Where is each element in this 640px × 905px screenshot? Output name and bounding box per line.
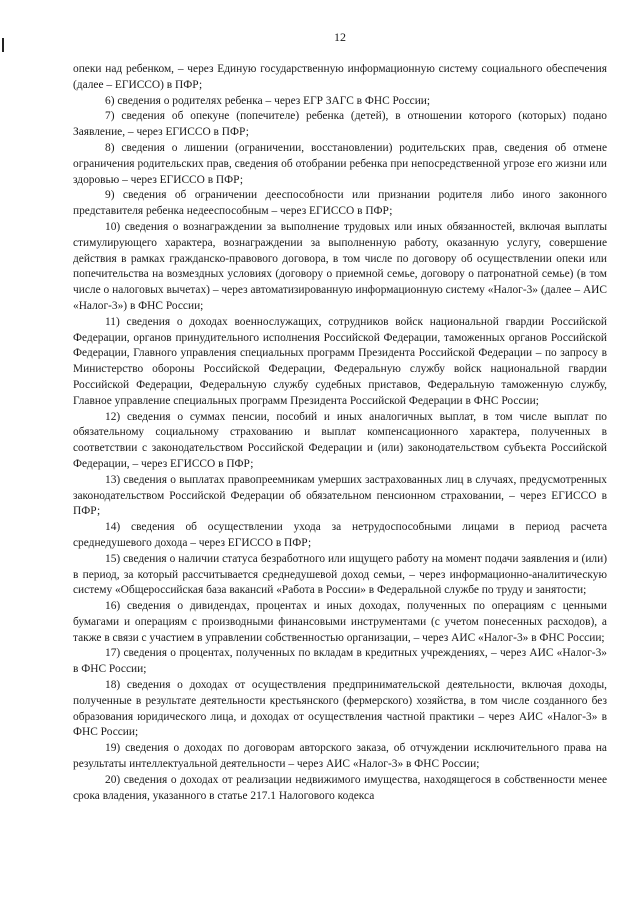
paragraph-item-11: 11) сведения о доходах военнослужащих, сотрудников войск национальной гвардии Российской Федерации, органов принудительного исполнения Российской Федерации, таможенных органов Российской Федерации, Главного управления специальных программ Президента Российской Федерации – по запросу в Министерство обороны Российской Федерации, Федеральную службу войск национальной гвардии Российской Федерации, Федеральную службу судебных приставов, Федеральную таможенную службу, Главное управление специальных программ Президента Российской Федерации в ФНС России; <box>73 315 607 407</box>
paragraph-item-12: 12) сведения о суммах пенсии, пособий и иных аналогичных выплат, в том числе выплат по обязательному социальному страхованию и выплат компенсационного характера, полученных в соответствии с законодательством Российской Федерации и (или) законодательством субъекта Российской Федерации, – через ЕГИССО в ПФР; <box>73 410 607 470</box>
paragraph-item-6: 6) сведения о родителях ребенка – через ЕГР ЗАГС в ФНС России; <box>105 94 431 107</box>
paragraph-item-8: 8) сведения о лишении (ограничении, восстановлении) родительских прав, сведения об отмене ограничения родительских прав, сведения об отобрании ребенка при непосредственной угрозе его жизни или здоровью – через ЕГИССО в ПФР; <box>73 141 607 186</box>
paragraph-continuation: опеки над ребенком, – через Единую государственную информационную систему социального обеспечения (далее – ЕГИССО) в ПФР; <box>73 63 607 91</box>
paragraph-item-16: 16) сведения о дивидендах, процентах и иных доходах, полученных по операциям с ценными бумагами и операциям с производными финансовыми инструментами (с учетом понесенных расходов), а также в связи с участием в управлении собственностью организации, – через АИС «Налог-3» в ФНС России; <box>73 600 607 644</box>
paragraph-item-17: 17) сведения о процентах, полученных по вкладам в кредитных учреждениях, – через АИС «Налог-3» в ФНС России; <box>73 647 607 676</box>
document-body <box>73 62 607 804</box>
paragraph-item-13: 13) сведения о выплатах правопреемникам умерших застрахованных лиц в случаях, предусмотренных законодательством Российской Федерации об обязательном пенсионном страховании, – через ЕГИССО в ПФР; <box>73 473 607 518</box>
paragraph-item-9: 9) сведения об ограничении дееспособности или признании родителя либо иного законного представителя ребенка недееспособным – через ЕГИССО в ПФР; <box>73 189 607 218</box>
page-number: 12 <box>334 30 346 44</box>
paragraph-item-10: 10) сведения о вознаграждении за выполнение трудовых или иных обязанностей, включая выплаты стимулирующего характера, вознаграждении за выполненную работу, оказанную услугу, совершение действия в рамках гражданско-правового договора, в том числе по договору об осуществлении опеки или попечительства на возмездных условиях (договору о приемной семье, договору о патронатной семье) (в том числе о налоговых вычетах) – через автоматизированную информационную систему «Налог-3» (далее – АИС «Налог-3») в ФНС России; <box>73 220 607 312</box>
paragraph-item-14: 14) сведения об осуществлении ухода за нетрудоспособными лицами в период расчета среднедушевого дохода – через ЕГИССО в ПФР; <box>73 521 607 549</box>
paragraph-item-18: 18) сведения о доходах от осуществления предпринимательской деятельности, включая доходы, полученные в результате деятельности крестьянского (фермерского) хозяйства, в том числе созданного без образования юридического лица, и доходах от осуществления частной практики – через АИС «Налог-3» в ФНС России; <box>73 679 607 739</box>
paragraph-item-20: 20) сведения о доходах от реализации недвижимого имущества, находящегося в собственности менее срока владения, указанного в статье 217.1 Налогового кодекса <box>73 773 607 802</box>
paragraph-item-19: 19) сведения о доходах по договорам авторского заказа, об отчуждении исключительного права на результаты интеллектуальной деятельности – через АИС «Налог-3» в ФНС России; <box>73 742 607 771</box>
paragraph-item-15: 15) сведения о наличии статуса безработного или ищущего работу на момент подачи заявления и (или) в период, за который рассчитывается среднедушевой доход семьи, – через информационно-аналитическую систему «Общероссийская база вакансий «Работа в России» в Федеральной службе по труду и занятости; <box>73 552 607 597</box>
paragraph-item-7: 7) сведения об опекуне (попечителе) ребенка (детей), в отношении которого (которых) подано Заявление, – через ЕГИССО в ПФР; <box>73 110 607 139</box>
